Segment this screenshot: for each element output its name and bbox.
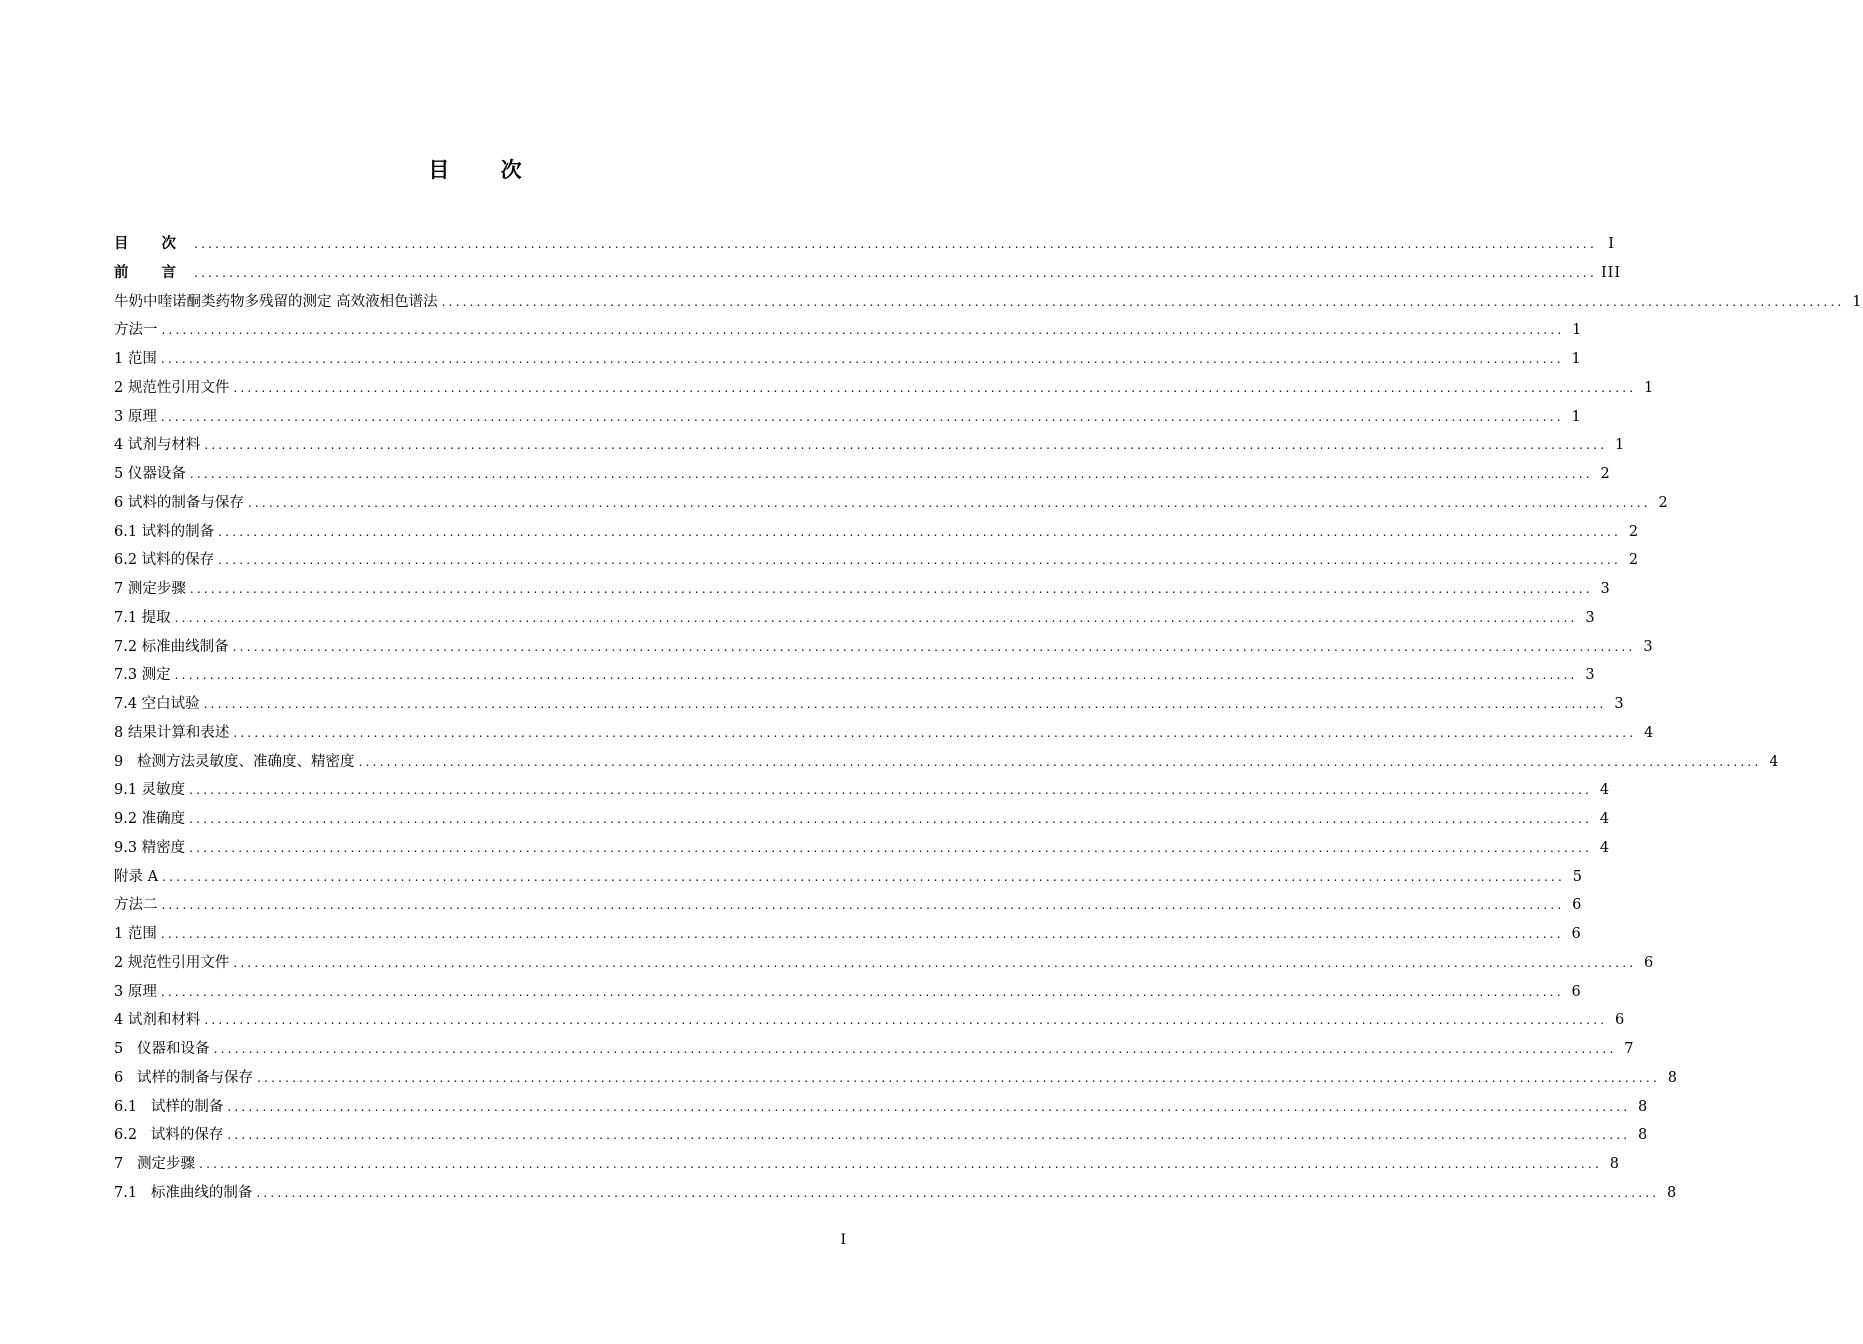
toc-entry[interactable] [114,1064,1678,1093]
toc-entry[interactable] [114,891,1583,920]
toc-leader-dots: ........................................................................................................................................................................................................ [194,265,1597,280]
toc-leader-dots: ........................................................................................................................................................................................................ [233,380,1637,395]
toc-entry-page: 6 [1644,954,1655,971]
toc-entry-page: 2 [1658,494,1669,511]
toc-leader-dots: ........................................................................................................................................................................................................ [203,697,1607,711]
toc-entry-page: 3 [1585,609,1596,626]
toc-entry-page: 4 [1599,782,1611,799]
toc-entry-label: 7.1 提取 [114,609,171,626]
toc-entry-page: 1 [1572,322,1583,339]
toc-leader-dots: ........................................................................................................................................................................................................ [441,294,1845,309]
toc-entry-page: 4 [1644,724,1655,741]
toc-entry-label: 3 原理 [114,408,157,425]
toc-entry-label: 7.1 标准曲线的制备 [114,1184,253,1201]
toc-entry-label: 6.2 试料的保存 [114,552,215,569]
toc-leader-dots: ........................................................................................................................................................................................................ [160,927,1564,941]
toc-leader-dots: ........................................................................................................................................................................................................ [194,237,1597,251]
toc-entry-label: 9.2 准确度 [114,811,186,827]
toc-entry-page: 8 [1667,1184,1678,1201]
toc-entry[interactable] [114,690,1625,719]
toc-leader-dots: ........................................................................................................................................................................................................ [160,984,1564,999]
toc-entry[interactable] [114,1093,1649,1122]
toc-entry-page: 8 [1667,1069,1678,1086]
toc-entry-label: 5 仪器设备 [114,466,186,482]
toc-entry-page: 3 [1585,667,1596,684]
toc-leader-dots: ........................................................................................................................................................................................................ [218,553,1622,568]
toc-entry-page: 1 [1571,408,1582,425]
toc-entry-page: 1 [1644,379,1655,396]
toc-entry[interactable] [114,776,1611,805]
toc-entry-label: 9.1 灵敏度 [114,782,186,799]
toc-entry[interactable] [114,748,1780,777]
toc-entry-page: 6 [1571,926,1582,942]
toc-entry-label: 7.3 测定 [114,667,171,684]
table-of-contents [114,230,1863,1208]
toc-entry-label: 7.2 标准曲线制备 [114,638,229,655]
toc-entry-label: 6 试料的制备与保存 [114,494,244,511]
toc-entry-page: 3 [1600,581,1611,597]
toc-entry[interactable] [114,604,1596,633]
toc-entry[interactable] [114,863,1583,892]
toc-leader-dots: ........................................................................................................................................................................................................ [204,1013,1608,1028]
toc-entry-label: 7 测定步骤 [114,1156,196,1172]
toc-entry-page: 3 [1614,696,1625,712]
toc-entry-page: 1 [1571,351,1582,367]
toc-entry-page: III [1600,264,1622,281]
toc-leader-dots: ........................................................................................................................................................................................................ [189,582,1593,596]
toc-entry-page: 2 [1628,552,1640,569]
toc-entry-label: 附录 A [114,868,159,885]
toc-entry[interactable] [114,1150,1620,1179]
page-title: 目 次 [428,158,544,182]
toc-leader-dots: ........................................................................................................................................................................................................ [162,869,1565,884]
toc-entry[interactable] [114,1006,1626,1035]
toc-leader-dots: ........................................................................................................................................................................................................ [232,639,1636,654]
toc-entry-label: 2 规范性引用文件 [114,954,230,971]
toc-entry[interactable] [114,374,1655,403]
toc-leader-dots: ........................................................................................................................................................................................................ [161,898,1565,913]
toc-entry-label: 1 范围 [114,351,157,367]
toc-entry[interactable] [114,345,1582,374]
toc-entry-page: 4 [1599,811,1611,827]
toc-entry[interactable] [114,460,1611,489]
toc-leader-dots: ........................................................................................................................................................................................................ [160,409,1564,424]
toc-leader-dots: ........................................................................................................................................................................................................ [218,524,1622,539]
toc-entry[interactable] [114,719,1655,748]
toc-leader-dots: ........................................................................................................................................................................................................ [189,783,1593,798]
toc-entry[interactable] [114,431,1626,460]
toc-leader-dots: ........................................................................................................................................................................................................ [247,495,1651,510]
toc-leader-dots: ........................................................................................................................................................................................................ [257,1070,1660,1085]
toc-leader-dots: ........................................................................................................................................................................................................ [233,955,1637,970]
toc-entry-label: 目 次 [114,236,191,252]
toc-entry-page: 8 [1609,1156,1620,1172]
toc-entry-page: 2 [1600,466,1611,482]
toc-entry-page: 2 [1628,523,1640,540]
toc-entry-page: 4 [1769,753,1780,770]
toc-entry-page: 7 [1624,1041,1635,1057]
toc-leader-dots: ........................................................................................................................................................................................................ [174,610,1578,625]
toc-leader-dots: ........................................................................................................................................................................................................ [189,840,1593,855]
toc-entry-page: 4 [1599,839,1611,856]
toc-leader-dots: ........................................................................................................................................................................................................ [189,467,1593,481]
toc-entry-page: 8 [1638,1127,1649,1144]
toc-leader-dots: ........................................................................................................................................................................................................ [213,1042,1617,1056]
toc-entry-page: 8 [1638,1098,1649,1115]
toc-entry[interactable] [114,920,1582,949]
toc-leader-dots: ........................................................................................................................................................................................................ [174,668,1578,683]
toc-entry-label: 6.1 试料的制备 [114,523,215,540]
toc-entry[interactable] [114,316,1583,345]
toc-entry-label: 6.1 试样的制备 [114,1098,224,1115]
toc-entry-label: 5 仪器和设备 [114,1041,210,1057]
page-number: I [840,1232,846,1248]
toc-entry-label: 方法二 [114,897,158,914]
toc-entry-label: 8 结果计算和表述 [114,724,230,741]
toc-leader-dots: ........................................................................................................................................................................................................ [358,754,1762,769]
toc-leader-dots: ........................................................................................................................................................................................................ [256,1185,1660,1200]
toc-entry-label: 2 规范性引用文件 [114,379,230,396]
toc-entry[interactable] [114,805,1611,834]
toc-entry-label: 方法一 [114,322,158,339]
toc-leader-dots: ........................................................................................................................................................................................................ [204,438,1608,453]
toc-entry[interactable] [114,1035,1635,1064]
toc-entry-label: 9.3 精密度 [114,839,186,856]
toc-entry[interactable] [114,834,1611,863]
toc-leader-dots: ........................................................................................................................................................................................................ [161,323,1565,338]
toc-entry[interactable] [114,546,1640,575]
toc-entry[interactable] [114,1121,1649,1150]
toc-entry-page: 6 [1615,1012,1626,1029]
toc-entry-label: 4 试剂和材料 [114,1012,201,1029]
toc-entry[interactable] [114,518,1640,547]
toc-entry-page: 1 [1615,437,1626,454]
toc-entry-page: 5 [1572,868,1583,885]
toc-leader-dots: ........................................................................................................................................................................................................ [227,1128,1631,1143]
toc-entry[interactable] [114,288,1863,317]
toc-entry[interactable] [114,259,1622,288]
toc-entry-label: 前 言 [114,264,191,281]
toc-entry-page: 6 [1571,983,1582,1000]
toc-entry-label: 6.2 试料的保存 [114,1127,224,1144]
toc-entry-label: 6 试样的制备与保存 [114,1069,254,1086]
toc-entry[interactable] [114,230,1615,259]
toc-entry[interactable] [114,489,1669,518]
toc-entry[interactable] [114,1179,1678,1208]
toc-leader-dots: ........................................................................................................................................................................................................ [189,812,1593,826]
toc-entry[interactable] [114,633,1654,662]
toc-leader-dots: ........................................................................................................................................................................................................ [227,1099,1631,1114]
toc-entry-label: 1 范围 [114,926,157,942]
toc-entry-page: 1 [1852,293,1863,310]
toc-entry-label: 4 试剂与材料 [114,437,201,454]
toc-entry-label: 3 原理 [114,983,157,1000]
toc-entry-label: 7.4 空白试验 [114,696,200,712]
toc-leader-dots: ........................................................................................................................................................................................................ [199,1157,1602,1171]
toc-entry-page: I [1608,236,1615,252]
toc-entry[interactable] [114,978,1582,1007]
toc-entry-label: 7 测定步骤 [114,581,186,597]
toc-entry[interactable] [114,403,1582,432]
toc-entry-page: 6 [1572,897,1583,914]
toc-entry-page: 3 [1643,638,1654,655]
toc-entry[interactable] [114,949,1655,978]
toc-leader-dots: ........................................................................................................................................................................................................ [233,725,1637,740]
toc-entry-label: 牛奶中喹诺酮类药物多残留的测定 高效液相色谱法 [114,293,438,310]
toc-entry[interactable] [114,661,1596,690]
toc-entry-label: 9 检测方法灵敏度、准确度、精密度 [114,753,355,770]
toc-leader-dots: ........................................................................................................................................................................................................ [160,352,1564,366]
toc-entry[interactable] [114,575,1611,604]
